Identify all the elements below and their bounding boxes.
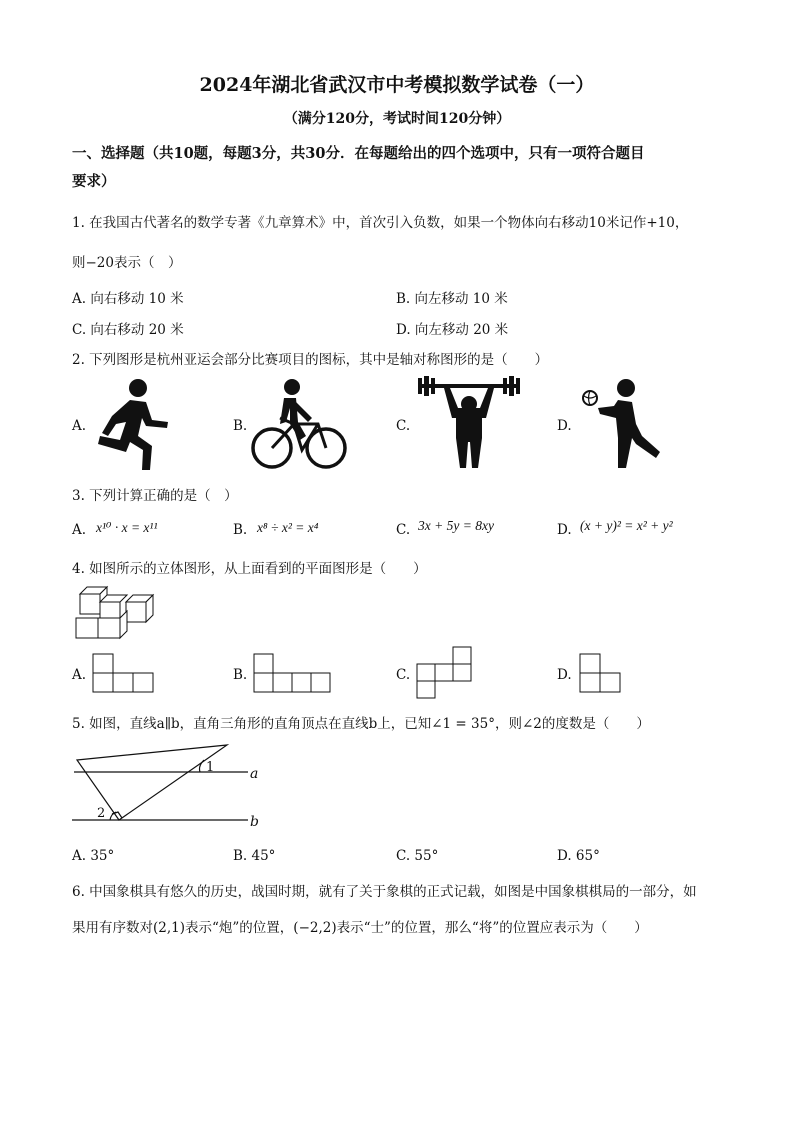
q6-stem-line2: 果用有序数对(2,1)表示“炮”的位置，(−2,2)表示“士”的位置，那么“将”的位置应表示为（ ）: [72, 920, 648, 936]
running-icon: [90, 378, 180, 473]
section-heading-line1: 一、选择题（共10题，每题3分，共30分．在每题给出的四个选项中，只有一项符合题目: [72, 145, 645, 162]
section-heading-line2: 要求）: [72, 173, 116, 190]
q1-stem-line1: 1. 在我国古代著名的数学专著《九章算术》中，首次引入负数，如果一个物体向右移动10米记作+10，: [72, 215, 689, 231]
page-title: 2024年湖北省武汉市中考模拟数学试卷（一）: [199, 74, 595, 96]
q4-label-d: D.: [557, 667, 572, 683]
weightlifting-icon: [414, 378, 524, 473]
q1-stem-line2: 则−20表示（ ）: [72, 255, 182, 271]
q3-label-c: C.: [396, 522, 411, 538]
q3-label-a: A.: [72, 522, 87, 538]
q2-label-b: B.: [233, 418, 248, 434]
q2-label-c: C.: [396, 418, 411, 434]
q5-stem: 5. 如图，直线a∥b，直角三角形的直角顶点在直线b上，已知∠1 = 35°，则∠2的度数是（ ）: [72, 716, 650, 732]
q4-label-a: A.: [72, 667, 87, 683]
q4-option-d-figure: [579, 653, 621, 693]
volleyball-icon: [578, 378, 668, 473]
q4-option-c-figure: [416, 646, 472, 700]
q3-expr-b: x⁸ ÷ x² = x⁴: [257, 520, 319, 535]
q3-expr-a: x¹⁰ · x = x¹¹: [96, 520, 158, 535]
parallel-lines-triangle-figure: [72, 742, 272, 832]
exam-info: （满分120分，考试时间120分钟）: [283, 111, 511, 127]
q3-label-d: D.: [557, 522, 572, 538]
q4-option-a-figure: [92, 653, 154, 693]
q5-option-a: A. 35°: [72, 848, 115, 864]
q1-option-a: A. 向右移动 10 米: [72, 291, 184, 307]
cube-stack-figure: [72, 584, 162, 640]
q4-stem: 4. 如图所示的立体图形，从上面看到的平面图形是（ ）: [72, 561, 427, 577]
angle-1-label: 1: [206, 760, 215, 775]
q1-option-d: D. 向左移动 20 米: [396, 322, 509, 338]
q3-expr-c: 3x + 5y = 8xy: [418, 518, 494, 533]
q2-label-d: D.: [557, 418, 572, 434]
q3-label-b: B.: [233, 522, 248, 538]
q3-stem: 3. 下列计算正确的是（ ）: [72, 488, 238, 504]
line-b-label: b: [250, 814, 259, 830]
section-heading: [72, 140, 644, 196]
q2-label-a: A.: [72, 418, 87, 434]
q5-option-b: B. 45°: [233, 848, 276, 864]
line-a-label: a: [250, 766, 259, 782]
q3-expr-d: (x + y)² = x² + y²: [580, 518, 673, 533]
cycling-icon: [250, 378, 350, 473]
q4-label-c: C.: [396, 667, 411, 683]
angle-2-label: 2: [97, 806, 106, 821]
q1-option-c: C. 向右移动 20 米: [72, 322, 184, 338]
q6-stem-line1: 6. 中国象棋具有悠久的历史，战国时期，就有了关于象棋的正式记载，如图是中国象棋棋局的一部分，如: [72, 884, 697, 900]
q2-stem: 2. 下列图形是杭州亚运会部分比赛项目的图标，其中是轴对称图形的是（ ）: [72, 352, 549, 368]
q4-label-b: B.: [233, 667, 248, 683]
q4-option-b-figure: [253, 653, 331, 693]
q5-option-d: D. 65°: [557, 848, 600, 864]
q5-option-c: C. 55°: [396, 848, 439, 864]
q1-option-b: B. 向左移动 10 米: [396, 291, 508, 307]
